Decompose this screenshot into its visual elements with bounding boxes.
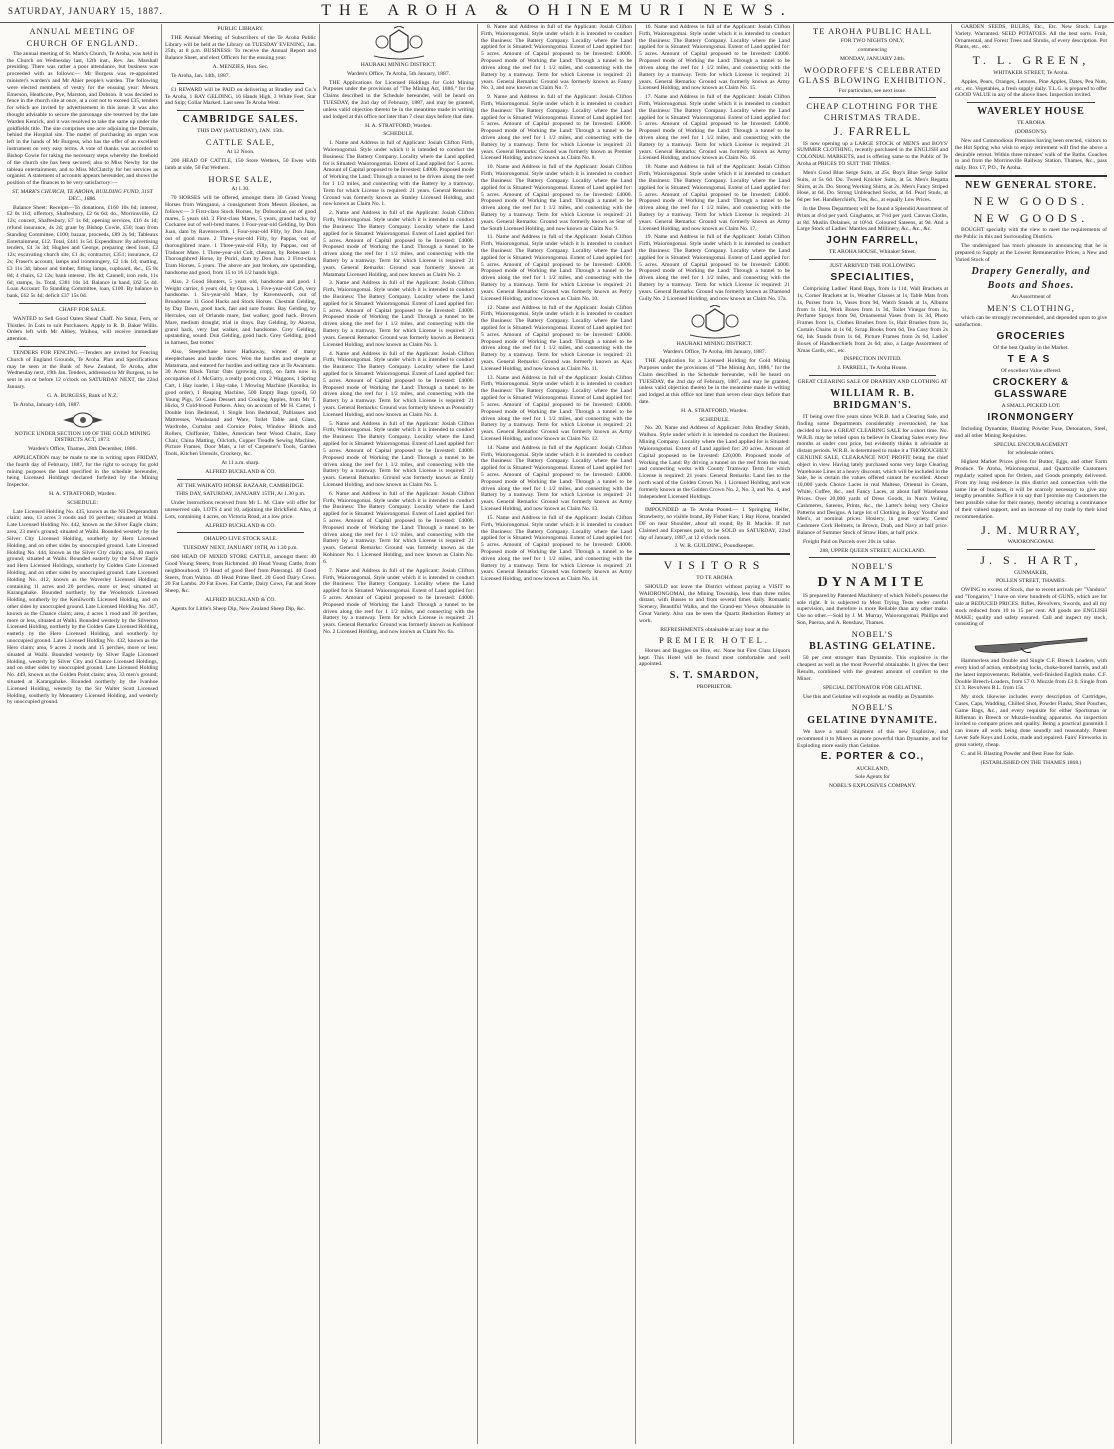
teas-text: Of excellent Value offered. — [1000, 367, 1062, 374]
hall-date: MONDAY, JANUARY 24th. — [839, 55, 906, 62]
cattle-time: At 12 Noon. — [226, 149, 255, 156]
new-goods-heading: NEW GOODS. — [973, 194, 1089, 209]
district-sign-2: H. A. STRATFORD, Warden. — [681, 407, 748, 414]
shotgun-icon — [971, 630, 1091, 656]
drapery-text: In the Dress Department will be found a Splendid Assortment of Prints at 4½d per yard. Ginghams, at 7½d per yard. Canvas Cloths, at 8d. Muslin Delaines, at 10½d. Coloured Sateens, at 9d. And a Large Stock of Ladies' Mantles and Millinery, &c., &c., &c. — [797, 205, 948, 233]
crockery-heading: CROCKERY & GLASSWARE — [992, 376, 1070, 400]
schedule-heading: SCHEDULE: — [67, 499, 98, 506]
nobel-company: NOBEL'S EXPLOSIVES COMPANY. — [828, 783, 917, 790]
district-heading: HAURAKI MINING DISTRICT. — [360, 62, 437, 68]
schedule-entry: 1. Name and Address in full of Applicant: Josiah Clifton Firth, Waiorongomai. Style under which it is intended to conduct the Business: The Battery Company. Locality where the Land applied for is Situated: Waiorongomai. Extent of Land applied for: 5 acres. Amount of Capital proposed to be Invested: £4000. Proposed mode of Working the Land: Through a tunnel to be driven along the reef for 1 1/2 miles, and connecting with the Battery by a tramway. Term for which License is required: 21 years. General Remarks: Ground was formerly known as Stanley Licensed Holding, and now known as Claim No. 1. — [323, 140, 475, 208]
schedule-entry: 17. Name and Address in full of the Applicant: Josiah Clifton Firth, Waiorongomai. Style under which it is intended to conduct the Business: The Battery Company. Locality where the Land applied for is Situated: Waiorongomai. Extent of Land applied for: 5 acres. Amount of Capital proposed to be Invested: £4000. Proposed mode of Working the Land: Through a tunnel to be driven along the reef for 1 1/2 miles, and connecting with the Battery by a tramway. Term for which License is required: 21 years. General Remarks: Ground was formerly known as Army Licensed Holding, and now known as Claim No. 16. — [639, 94, 790, 162]
boots-shoes: Boots and Shoes. — [987, 279, 1075, 291]
new-goods-heading-2: NEW GOODS. — [973, 210, 1089, 225]
powder-text: C. and H. Blasting Powder and Best Fuse for Sale. — [961, 750, 1075, 757]
notice-sign: H. A. STRATFORD, Warden. — [49, 491, 116, 498]
library-text: THE Annual Meeting of Subscribers of the Te Aroha Public Library will be held at the Library on TUESDAY EVENING, Jan. 25th, at 8 p.m. BUSINESS: To receive the Annual Report and Balance Sheet, and elect Officers for the ensuing year. — [165, 34, 316, 62]
library-date: Te Aroha, Jan. 14th, 1887. — [171, 72, 230, 79]
teas-heading: TEAS — [1007, 353, 1055, 365]
agents-text: Agents for Little's Sheep Dip, New Zealand Sheep Dip, &c. — [171, 605, 305, 612]
schedule-entry: 19. Name and Address in full of the Applicant: Josiah Clifton Firth, Waiorongomai. Style under which it is intended to conduct the Business: The Battery Company. Locality where the Land applied for is Situated: Waiorongomai. Extent of Land applied for: 5 acres. Amount of Capital proposed to be Invested: £4000. Proposed mode of Working the Land: Through a tunnel to be driven along the reef for 1 1/2 miles, and connecting with the Battery by a tramway. Term for which License is required: 21 years. General Remarks: Ground was formerly known as Diamond Gully No. 2 Licensed Holding, and now known as Claim No. 17a. — [639, 234, 790, 302]
waverley-heading: WAVERLEY HOUSE — [977, 106, 1085, 118]
waverley-sub: TE AROHA — [1017, 120, 1045, 127]
special-sub: for wholesale orders. — [1007, 450, 1055, 457]
dynamite-heading: DYNAMITE — [817, 574, 928, 590]
specialities-heading: SPECIALITIES, — [830, 272, 915, 284]
issue-date: SATURDAY, JANUARY 15, 1887. — [8, 6, 163, 16]
inspection-sign: J. FARRELL, Te Aroha House. — [837, 365, 908, 372]
nobel-heading-2: NOBEL'S — [851, 628, 894, 639]
auctioneer-2: ALFRED BUCKLAND & CO. — [205, 522, 276, 529]
impound-sign: J. W. R. GUILDING, Poundkeeper. — [674, 543, 755, 550]
schedule-entry: 5. Name and Address in full of the Applicant: Josiah Clifton Firth, Waiorongomai. Style under which it is intended to conduct the Business: The Battery Company. Locality where the Land applied for is Situated: Waiorongomai. Extent of Land applied for: 5 acres. Amount of Capital proposed to be Invested: £4000. Proposed mode of Working the Land: Through a tunnel to be driven along the reef for 1 1/2 miles, and connecting with the Battery by a tramway. Term for which License is required: 21 years. General Remarks: Ground was formerly known as Emily Licensed Holding, and now known as Claim No. 5. — [323, 420, 474, 488]
bridgman-address: 288, UPPER QUEEN STREET, AUCKLAND. — [819, 547, 926, 554]
green-heading: T. L. GREEN, — [972, 53, 1090, 68]
columns — [4, 24, 1110, 1444]
column-3 — [320, 24, 478, 1444]
garden-seeds-ad: GARDEN SEEDS, BULBS, Etc., Etc. New Stock. Large Variety. Warranted. SEED POTATOES. All the best sorts. Fruit, Ornamental, and Forest Trees and Shrubs, of every description. Pot Plants, etc., etc. — [955, 24, 1107, 51]
john-farrell: JOHN FARRELL, — [826, 235, 919, 247]
detonator-text: Use this and Gelatine will explode as readily as Dynamite. — [803, 693, 935, 700]
bazaar-text: Under instructions received from Mr L. M. Clare will offer for unreserved sale, LOTS 4 and 10, adjoining the Brickfield. Also, 4 Lots, containing 4 acres, on Victoria Road, at a low price. — [165, 500, 316, 520]
clearing-heading: GREAT CLEARING SALE OF DRAPERY AND CLOTHING AT — [797, 378, 948, 385]
tenders-ad: TENDERS FOR FENCING.—Tenders are invited for Fencing Church of England Grounds, Te Aroha. Plan and Specifications may be seen at the Bank of New Zealand, Te Aroha, after Wednesday next, 19th Jan. Tenders, addressed to Mr Burgess, to be sent in on or before 12 o'clock on SATURDAY NEXT, the 22nd January. — [7, 350, 158, 391]
hall-note: For particulars, see next issue. — [838, 87, 907, 94]
hart-address: POLLEN STREET, THAMES. — [995, 578, 1067, 585]
visitors-heading: VISITORS — [663, 558, 766, 573]
library-sign: A. MENZIES, Hon. Sec. — [212, 64, 269, 71]
schedule-text-2: No. 20. Name and Address of Applicant: John Bradley Smith, Waihou. Style under which it is intended to conduct the Business: Mining Company. Locality where the Land applied for is Situated: Waiorongomai. Extent of Land applied for: 20 acres. Amount of Capital proposed to be Invested: £20,000. Proposed mode of Working the Land: By driving a tunnel on the reef from the road, and connecting works with County Tramway. Term for which License is required: 21 years. General Remarks: Land lies to the north ward of the Golden Crown No. 1 Licensed Holding, and was formerly known as the Golden Crown No. 2, No. 3, and No. 4, and Independent Licensed Holdings. — [639, 425, 790, 500]
schedule-entry: 9. Name and Address in full of the Applicant: Josiah Clifton Firth, Waiorongomai. Style under which it is intended to conduct the Business: The Battery Company. Locality where the Land applied for is Situated: Waiorongomai. Extent of Land applied for: 5 acres. Amount of Capital proposed to be Invested: £4000. Proposed mode of Working the Land: Through a tunnel to be driven along the reef for 1 1/2 miles, and connecting with the Battery by a tramway. Term for which License is required: 21 years. General Remarks: Ground was formerly known as Premier Licensed Holding, and now known as Claim No. 8. — [481, 94, 632, 162]
reward-ad: £1 REWARD will be PAID on delivering at Bradley and Co.'s Te Aroha, 1 BAY GELDING, 16 Hands High, 3 White Feet, Star and Snip; Collar Marked. Last seen Te Aroha West. — [165, 86, 316, 107]
coat-of-arms-icon — [680, 305, 750, 339]
district-heading-2: HAURAKI MINING DISTRICT. — [676, 340, 753, 347]
schedule-entry: 2. Name and Address in full of the Applicant: Josiah Clifton Firth, Waiorongomai. Style under which it is intended to conduct the Business: The Battery Company. Locality where the Land applied for is Situated: Waiorongomai. Extent of Land applied for: 5 acres. Amount of Capital proposed to be Invested: £4000. Proposed mode of Working the Land: Through a tunnel to be driven along the reef for 1 1/2 miles, and connecting with the Battery by a tramway. Term for which License is required: 21 years. General Remarks: Ground was formerly known as Matamata Licensed Holding, and now known as Claim No. 2. — [323, 210, 474, 278]
schedule-entry: 13. Name and Address in full of the Applicant: Josiah Clifton Firth, Waiorongomai. Style under which it is intended to conduct the Business: The Battery Company. Locality where the Land applied for is Situated: Waiorongomai. Extent of Land applied for: 5 acres. Amount of Capital proposed to be Invested: £4000. Proposed mode of Working the Land: Through a tunnel to be driven along the reef for 1 1/2 miles, and connecting with the Battery by a tramway. Term for which License is required: 21 years. General Remarks: Ground was formerly known as Army Licensed Holding, and now known as Claim No. 12. — [481, 374, 632, 442]
proprietor-title: PROPRIETOR. — [696, 684, 733, 691]
horse-text: 70 HORSES will be offered, amongst them 30 Grand Young Horses from Wanganui, a consignment from Messrs Hooken, as follows:— 3 First-class Stock Horses, by Dobsonian out of good mares, 5 years old. 3 First-class Mares, 5 years, grand hacks, by Cockaree out of well-bred mares. 1 Four-year-old Gelding, by Don Juan, dam by Ravensworth. 1 Four-year-old Filly, by Don Juan, out of good mare. 2 Three-year-old Filly, by Pappas, out of thoroughbred mare. 1 Three-year-old Filly, by Pappas, out of Tradacer Mare. 1 Three-year-old Colt, chestnut, by Rebecaaer. 1 Thoroughbred Horse, by Puriri, dam by Don Juan. 2 First-class Tram Horses, 5 years. The above are just broken, are upstanding, handsome and good, from 15 to 16 1/2 hands high. — [165, 195, 316, 277]
ohaupo-text: 600 HEAD OF MIXED STORE CATTLE, amongst them: 40 Good Young Steers, from Richmond. 40 Head Young Cattle, from neighbourhood. 19 Head of good Beef from Paterangi. 40 Good Steers, from Waitoa. 40 Head Prime Beef. 20 Good Dairy Cows. 20 Fat Lambs. 20 Fat Ewes. Fat Cattle, Dairy Cows, Fat and Store Sheep, &c. — [165, 554, 316, 595]
cheap-clothing: CHEAP CLOTHING FOR THE CHRISTMAS TRADE. — [806, 101, 939, 122]
tenders-sign: G. A. BURGESS, Bank of N.Z. — [47, 392, 118, 399]
stock-text: My stock likewise includes every description of Cartridges, Cases, Caps, Wadding, Chilled Shot, Powder Flasks, Shot Pouches, Game Bags, &c., and every requisite for either Sportsman or Rifleman in Breech or Muzzle-loading apparatus. An inspection invited to compare prices and quality. Being a practical gunsmith I can insure all work being done soundly and reasonably. Patent Lever Safe Keys and Locks, made and repaired. Fairs' Fireworks in great variety, cheap. — [955, 694, 1107, 748]
chaff-heading: CHAFF FOR SALE. — [58, 306, 107, 313]
inspection-invited: INSPECTION INVITED. — [843, 356, 902, 363]
schedule-entry: 11. Name and Address in full of the Applicant: Josiah Clifton Firth, Waiorongomai. Style under which it is intended to conduct the Business: The Battery Company. Locality where the Land applied for is Situated: Waiorongomai. Extent of Land applied for: 5 acres. Amount of Capital proposed to be Invested: £4000. Proposed mode of Working the Land: Through a tunnel to be driven along the reef for 1 1/2 miles, and connecting with the Battery by a tramway. Term for which License is required: 21 years. General Remarks: Ground was formerly known as Percy Licensed Holding, and now known as Claim No. 10. — [481, 234, 632, 302]
bought-text: BOUGHT specially with the view to meet the requirements of the Public in this and Surrounding Districts. — [955, 227, 1107, 241]
murray-address: WAIORONGOMAI. — [1007, 539, 1055, 546]
schedule-title: SCHEDULE. — [383, 131, 414, 138]
newspaper-title: THE AROHA & OHINEMURI NEWS. — [321, 2, 793, 19]
notice-text: APPLICATION may be made to me in writing upon FRIDAY, the fourth day of February, 1887, for the right to occupy for gold mining purposes the land specified in the schedule hereunder, being Licensed Holdings declared forfeited by the Mining Inspector. — [7, 454, 158, 489]
office-line-2: Warden's Office, Te Aroha, 8th January, 1887. — [662, 349, 767, 356]
green-address: WHITAKER STREET, Te Aroha. — [993, 69, 1069, 76]
chaff-ad: WANTED to Sell Good Oaten Sheaf Chaff. No Smut, Fern, or Thistles. In Lots to suit Purchasers. Apply to R. B. Baker Willis. Orders left with Mr Abbey, Waihou, will receive immediate attention. — [7, 315, 158, 343]
waverley-dobson: (DOBSON'S). — [1014, 129, 1048, 136]
masthead — [0, 0, 1114, 23]
arrived-heading: JUST ARRIVED THE FOLLOWING — [829, 263, 916, 270]
column-7 — [952, 24, 1110, 1444]
porter-address: AUCKLAND, — [856, 765, 889, 772]
gelatine-text: We have a small Shipment of this new Explosive, and recommend it to Miners as more powerful than Dynamite, and for Exploding more easily than Gelatine. — [797, 728, 948, 749]
meeting-report: The annual meeting of St. Mark's Church, Te Aroha, was held in the Church on Wednesday last, 12th inst., Rev. Jas. Marshall presiding. There was rather a poor attendance, but business was proceeded with as follows:— Mr Burgess was re-appointed minister's warden's and Mr Ahier people's warden. The following were elected members of vestry for the ensuing year: Messrs Emerson, Heathcote, Pye, Marston, and Dobson. It was decided to fence in the church site at once, at a cost not to exceed £35, tenders for which are invited by advertisement in this issue. It was also thought advisable to secure the parsonage site reserved by the late Warden Kenrick, and it was resolved to take the same up under the goldfields title. The site comprises one acre adjoining the Domain, behind the Hospital site. The matter of purchasing an organ was left in the hands of Mr Burgess, who has the offer of an excellent instrument on very easy terms. A vote of thanks was accorded to Bishop Cowie for taking the necessary steps whereby the freehold of the church site has been secured; also to Miss Newby for the tableau entertainment, and to Miss McClatchy for her services as organist. A statement of accounts appears hereunder, and shows the position of the finances to be very satisfactory:— — [7, 50, 158, 187]
blasting-gelatine: BLASTING GELATINE. — [809, 641, 936, 653]
accounts-text: Balance Sheet: Receipts—To donations, £160 10s 6d; interest, £2 0s 11d; offertory, Shaftesbury, £2 6s 6d; do., Morrinsville, £2 12s; concert, Shaftesbury, £7 1s 6d; opening services, £16 4s 1d; refund insurance, 4s 2d; grant by Bishop Cowie, £50; loan from Standing Committee, £100; bazaar, proceeds, £89 2s 9d; Tableaux Entertainment, £12. Total, £441 1s 5d. Expenditure: By advertising tenders, £4 3s 3d; Hughes and George, preparing deed loan, £2 12s; excavating church site, £1 4s; contractor, £351; insurance, £2 2s; Fraser's account, lamps and ironmongery, £2 14s 1d; matting, £3 11s 3d; labour and timber, fitting lamps, cupboard, &c., £5 8s 8d; 4 chairs, £2 12s; bank interest, 19s 4d; Cannell, iron rods, 11s 6d; stamps, 1s. Total, £381 16s 1d. Balance in hand, £62 5s 4d. Loan Account: To Standing Committee, loan, £100. By balance in bank, £62 5s 4d; deficit £37 15s 0d. — [7, 204, 158, 300]
office-line: Warden's Office, Te Aroha, 5th January, 1887. — [346, 70, 451, 77]
schedule-entry: 6. Name and Address in full of the Applicant: Josiah Clifton Firth, Waiorongomai. Style under which it is intended to conduct the Business: The Battery Company. Locality where the Land applied for is Situated: Waiorongomai. Extent of Land applied for: 5 acres. Amount of Capital proposed to be Invested: £4000. Proposed mode of Working the Land: Through a tunnel to be driven along the reef for 1 1/2 miles, and connecting with the Battery by a tramway. Term for which License is required: 21 years. General Remarks: Ground was formerly known as the Kohinoor No. 1 Licensed Holding, and now known as Claim No. 6. — [323, 490, 474, 565]
farrell-text: IS now opening up a LARGE STOCK of MEN'S and BOYS' SUMMER CLOTHING, recently purchased in the ENGLISH and COLONIAL MARKETS, and is offering same to the Public of Te Aroha at PRICES TO SUIT THE TIMES. — [797, 140, 948, 168]
schedule-entry: 16. Name and Address in full of the Applicant: Josiah Clifton Firth, Waiorongomai. Style under which it is intended to conduct the Business: The Battery Company. Locality where the Land applied for is Situated: Waiorongomai. Extent of Land applied for: 5 acres. Amount of Capital proposed to be Invested: £4000. Proposed mode of Working the Land: Through a tunnel to be driven along the reef for 1 1/2 miles, and connecting with the Battery by a tramway. Term for which License is required: 21 years. General Remarks: Ground was formerly known as Army Licensed Holding, and now known as Claim No. 15. — [639, 24, 790, 92]
schedule-entry: 10. Name and Address in full of the Applicant: Josiah Clifton Firth, Waiorongomai. Style under which it is intended to conduct the Business: The Battery Company. Locality where the Land applied for is Situated: Waiorongomai. Extent of Land applied for: 5 acres. Amount of Capital proposed to be Invested: £4000. Proposed mode of Working the Land: Through a tunnel to be driven along the reef for 1 1/2 miles, and connecting with the Battery by a tramway. Term for which License is required: 21 years. General Remarks: Ground was formerly known as Star of the South Licensed Holding, and now known as Claim No. 9. — [481, 164, 632, 232]
visitors-sub: TO TE AROHA — [696, 574, 733, 581]
clearing-text: IT being over five years since W.R.B. had a Clearing Sale, and finding some Departments considerably overstocked, he has decided to have a GREAT CLEARING SALE for a short time. No. W.R.B. may be relied upon to believe in Clearing Sales every few months at under cost price, but evidently thinks it advisable at distant periods. W.R.B. is determined to make it a THOROUGHLY GENUINE SALE, CLEARANCE NOT PROFIT being the chief object in view. Having lately purchased some very large Clearing Warehouse Lines at a heavy discount, which will be included in the Sale, he is certain the values offered cannot be excelled. About 10,000 yards Choice Laces in real Maltese, Oriental in Cream, White, Coffee, &c., and Fancy Laces, at about half Warehouse Prices. Over 20,000 yards of Dress Goods, in Nun's Veiling, Cashmeres, Sateens, Prints, &c., the Latter's being very Choice Patterns and Designs. A large lot of Clothing in Boys' Youths' and Men's, at nominal prices. Hosiery, in great variety. Gents' Cashmere Cork Helmets, in Brown, Drab, and Navy at half price. Balance of Summer Stock of Straw Hats, at half price. — [797, 414, 948, 536]
cattle-heading: CATTLE SALE, — [205, 137, 276, 148]
farrell-heading: J. FARRELL — [833, 124, 912, 139]
visitors-text: SHOULD not leave the District without paying a VISIT to WAIORONGOMAI, the Mining Township, less than three miles distant, with Busses to and from several times daily. Romantic Scenery, Beautiful Walks, and the Grand-est Views obtainable in Great Variety. Also can be seen the Quartz Reduction Battery at work. — [639, 583, 790, 624]
schedule-entry: 15. Name and Address in full of the Applicant: Josiah Clifton Firth, Waiorongomai. Style under which it is intended to conduct the Business: The Battery Company. Locality where the Land applied for is Situated: Waiorongomai. Extent of Land applied for: 5 acres. Amount of Capital proposed to be Invested: £4000. Proposed mode of Working the Land: Through a tunnel to be driven along the reef for 1 1/2 miles, and connecting with the Battery by a tramway. Term for which License is required: 21 years. General Remarks: Ground was formerly known as Army Licensed Holding, and now known as Claim No. 14. — [481, 514, 632, 583]
horse-time: At 1.30. — [231, 186, 250, 193]
groceries-heading: GROCERIES — [996, 330, 1066, 342]
hall-sub: FOR TWO NIGHTS ONLY, — [840, 38, 905, 45]
horse-heading: HORSE SALE, — [208, 173, 273, 184]
ironmongery-text: Including Dynamite, Blasting Powder Fuse, Detonators, Steel, and all other Mining Requisites. — [955, 426, 1107, 439]
established: (ESTABLISHED ON THE THAMES 1868.) — [980, 759, 1082, 766]
specialities-text: Comprising Ladies' Hand Bags, from 1s 11d, Wall Brackets at 1s, Corner Brackets at 1s, Weather Glasses at 1s, Table Mats from 1s, Purses from 1s, Vases from 9d, Watch Stands at 1s, Albums from 1s 11d, Work Boxes from 1s 3d, Toilet Vinegar from 1s, Perfume Sprays from 9d, Ornamental Vases from 1s 3d, Photo Frames from 1s, Clothes Brushes from 1s, Hair Brushes from 1s, Curtain Chains at 1s 6d, Scrap Books from 6d, Tea Cosy from 2s 6d, Ink Stands from 1s 6d, Picture Frames from 2s 6d, Ladies' Boxes of Handkerchiefs from 2s 6d; also, a Large Assortment of Xmas Cards, etc., etc. — [797, 286, 948, 354]
bazaar-day: THIS DAY, SATURDAY, JANUARY 15TH, At 1.30 p.m. — [175, 491, 306, 498]
district-intro-2: THE Application for a Licensed Holding for Gold Mining Purposes under the provisions of "The Mining Act, 1886," for the Claim described in the Schedule hereunder, will be heard on TUESDAY, the 2nd day of February, 1887, and may be granted, unless valid objection thereto be in the meantime made in writing and lodged at this office not later than seven clear days before that date. — [639, 358, 790, 405]
mens-text: which can be strongly recommended, and depended upon to give satisfaction. — [955, 315, 1107, 328]
ironmongery-heading: IRONMONGERY — [987, 411, 1075, 423]
nobel-heading-3: NOBEL'S — [851, 702, 894, 713]
also-list-2: Also, Steeplechase horse Harkaway, winner of many steeplechases and hurdle races. Won the hurdles and steeple at Matamata, and entered for hurdles and selling race at Te Awamutu. 30 Acres Black Tartar Oats (growing crop), on farm now in occupation of J. McGarry, a really good crop. 2 Waggons, 1 Spring Cart, 1 Hay loader, 1 Hay-rake, 1 Mowing Machine (Kosnika, in good order), 1 Reaping Machine, 500 Empty Bags (good), 50 Young Pigs, 50 Cases Dessert and Cooking Apples, from Mr T. Hicks, 9 Cold-brood Porkers. Also, on account of Mr H. Carter, 1 Double Iron Bedstead, 1 Single Iron Bedstead, Palliasses and Mattresses, Washstand and Ware, Toilet Table and Glass, Wardrobe, Curtains and Cornice Poles, Window Blinds and Rollers, Chiffonier, Tables, American bent Wood Chairs, Easy Chair, China Matting, Oilcloth, Copper Treadle Sewing Machine, Picture Frames, Door Mats, a lot of Carpenter's Tools, Garden Tools, Kitchen Utensils, Crockery, &c. — [165, 348, 316, 458]
coat-of-arms-icon — [364, 26, 434, 60]
schedule-entry: 14. Name and Address in full of the Applicant: Josiah Clifton Firth, Waiorongomai. Style under which it is intended to conduct the Business: The Battery Company. Locality where the Land applied for is Situated: Waiorongomai. Extent of Land applied for: 5 acres. Amount of Capital proposed to be Invested: £4000. Proposed mode of Working the Land: Through a tunnel to be driven along the reef for 1 1/2 miles, and connecting with the Battery by a tramway. Term for which License is required: 21 years. General Remarks: Ground was formerly known as Army Licensed Holding, and now known as Claim No. 13. — [481, 444, 632, 513]
schedule-entry: 12. Name and Address in full of the Applicant: Josiah Clifton Firth, Waiorongomai. Style under which it is intended to conduct the Business: The Battery Company. Locality where the Land applied for is Situated: Waiorongomai. Extent of Land applied for: 5 acres. Amount of Capital proposed to be Invested: £4000. Proposed mode of Working the Land: Through a tunnel to be driven along the reef for 1 1/2 miles, and connecting with the Battery by a tramway. Term for which License is required: 21 years. General Remarks: Ground was formerly known as Ajax Licensed Holding, and now known as Claim No. 11. — [481, 304, 632, 372]
accounts-title: ST. MARK'S CHURCH, TE AROHA, BUILDING FUND, 31ST DEC., 1886. — [12, 188, 153, 202]
hart-text: OWING to excess of Stock, due to recent arrivals per "Vandura" and "Tongariro," I have on view hundreds of GUNS, which are for sale at REDUCED PRICES. Rifles, Revolvers, Swords, and all my stock reduced from 10 to 15 per cent. All goods are ENGLISH MAKE; quality and safety ensured. Call and inspect my stock, consisting of — [955, 587, 1107, 628]
column-4 — [478, 24, 636, 1444]
refreshments: REFRESHMENTS obtainable at any hour at the — [660, 626, 769, 633]
schedule-entry: 7. Name and Address in full of the Applicant: Josiah Clifton Firth, Waiorongomai. Style under which it is intended to conduct the Business: The Battery Company. Locality where the Land applied for is Situated: Waiorongomai. Extent of Land applied for: 5 acres. Amount of Capital proposed to be Invested: £4000. Proposed mode of Working the Land: Through a tunnel to be driven along the reef for 1 1/2 miles, and connecting with the Battery by a tramway. Term for which License is required: 21 years. General Remarks: Ground was formerly known as Kohinoor No. 2 Licensed Holding, and now known as Claim No. 6a. — [323, 567, 474, 635]
notice-heading: NOTICE UNDER SECTION 109 OF THE GOLD MINING DISTRICTS ACT, 1873. — [14, 430, 151, 444]
schedule-title-2: SCHEDULE. — [699, 416, 730, 423]
blasting-text: 50 per cent stronger than Dynamite. This explosive is the cheapest as well as the most Powerful obtainable. It gives the best Results, combined with the greatest amount of comfort to the Miner. — [797, 655, 948, 682]
hall-heading: TE AROHA PUBLIC HALL — [813, 26, 932, 36]
sale-time: At 11 a.m. sharp. — [221, 459, 260, 466]
woodroffe-exhibition: WOODROFFE'S CELEBRATED GLASS BLOWING EXHIBITION. — [798, 64, 947, 86]
mens-clothing: MEN'S CLOTHING, — [987, 302, 1075, 313]
hart-name: J. S. HART, — [980, 553, 1082, 568]
column-2 — [162, 24, 320, 1444]
tenders-date: Te Aroha, January 14th, 1887. — [13, 401, 81, 408]
district-intro: THE Applications for Licensed Holdings for Gold Mining Purposes under the provisions of "The Mining Act, 1886," for the Claims described in the Schedule hereunder, will be heard on TUESDAY, the 2nd day of February, 1887, and may be granted, unless valid objection thereto be in the meantime made in writing and lodged at this office not later than 7 clear days before that date. — [323, 79, 474, 120]
drapery-generally: Drapery Generally, and — [971, 265, 1091, 277]
schedule-entry: 4. Name and Address in full of the Applicant: Josiah Clifton Firth, Waiorongomai. Style under which it is intended to conduct the Business: The Battery Company. Locality where the Land applied for is Situated: Waiorongomai. Extent of Land applied for: 5 acres. Amount of Capital proposed to be Invested: £4000. Proposed mode of Working the Land: Through a tunnel to be driven along the reef for 1 1/2 miles, and connecting with the Battery by a tramway. Term for which License is required: 21 years. General Remarks: Ground was formerly known as Ponsonby Licensed Holding, and now known as Claim No. 4. — [323, 350, 474, 418]
farrell-address: TE AROHA HOUSE, Whitaker Street. — [829, 249, 916, 256]
nobel-heading: NOBEL'S — [851, 561, 894, 572]
notice-place: Warden's Office, Thames, 28th December, 1886. — [28, 446, 137, 453]
hall-commencing: commencing — [858, 47, 887, 54]
assortment: An Assortment of — [1011, 293, 1051, 300]
freight-note: Freight Paid on Parcels over 20s in value. — [803, 538, 897, 545]
column-1 — [4, 24, 162, 1444]
murray-name: J. M. MURRAY, — [981, 522, 1081, 537]
undersigned-text: The undersigned has much pleasure in announcing that he is prepared to Supply at the Lowest Remunerative Prices, a New and Varied Stock of — [955, 243, 1107, 263]
district-sign: H. A. STRATFORD, Warden. — [365, 122, 432, 129]
sales-sub: THIS DAY (SATURDAY), JAN. 15th. — [197, 128, 284, 135]
dynamite-text: IS prepared by Patented Machinery of which Nobel's possess the sole right. It is subjected to Most Trying Tests under careful supervision, and therefore is more Reliable than any other make. Use no other.—Sold by J. M. Murray, Waiorongomai; Phillips and Son, Paeroa, and A. Renshaw, Thames. — [797, 592, 949, 627]
detonator-heading: SPECIAL DETONATOR FOR GELATINE. — [822, 684, 923, 691]
column-6 — [794, 24, 952, 1444]
cattle-text: 200 HEAD OF CATTLE, 150 Store Wethers, 50 Ewes with lamb at side, 50 Fat Wethers. — [165, 158, 316, 172]
ohaupo-heading: OHAUPO LIVE STOCK SALE. — [203, 536, 278, 543]
schedule-text: Late Licensed Holding No. 435, known as the Nil Desperandum claim; area, 13 acres 3 roods and 16 perches; situated at Waihi. Late Licensed Holding No. 442, known as the Silver Eagle claim; area, 23 men's ground; situated at Waihi. Bounded westerly by the Silver City Licensed Holding, southerly by Hero Licensed Holding, and on other sides by unoccupied ground. Late Licensed Holding No. 444, known as the Silver City claim; area, 40 men's ground; situated at Waihi. Bounded easterly by the Silver Eagle and Hero Licensed Holdings, southerly by Golden Gate Licensed Holding, and on other sides by unoccupied ground. Late Licensed Holding No. 412, known as the Waverley Licensed Holding; containing 11 acres and 20 perches, more or less; situated at Karangahake. Bounded northerly by the Woolstock Licensed Holding, southerly by the Kenilworth Licensed Holding, and on other sides by unoccupied ground. Late Licensed Holding No. 447, known as the Chance claim; area, 4 acres 1 rood and 30 perches, more or less, situated at Waihi. Bounded westerly by the Silverton Licensed Holding, northerly by the Golden Gate Licensed Holding, easterly by the Hero Licensed Holding, and southerly by unoccupied ground. Late Licensed Holding No. 432, known as the Hero claim; area, 9 acres 2 roods and 15 perches, more or less; situated at Waihi. Bounded westerly by Silver Eagle Licensed Holding, westerly by Silver City and Chance Licensed Holdings, and on other sides by unoccupied ground. Late Licensed Holding No. 449, known as the Golden Point claim; area, 33 men's ground; situated at Karangahake. Bounded northerly by the Ivanhoe Licensed Holding, westerly by the Sir Walter Scott Licensed Holding, southerly by Monastery Licensed Holding, and westerly by unoccupied ground. — [7, 508, 158, 706]
gunmaker: GUNMAKER, — [1014, 569, 1048, 576]
new-store-heading: NEW GENERAL STORE. — [965, 180, 1097, 191]
hotel-name: PREMIER HOTEL. — [659, 635, 770, 646]
ohaupo-day: TUESDAY NEXT, JANUARY 18TH, At 1.30 p.m. — [183, 545, 298, 552]
meeting-heading: ANNUAL MEETING OF — [29, 26, 136, 36]
crest-icon — [58, 411, 108, 429]
farrell-list: Men's Good Blue Serge Suits, at 25s. Boy's Blue Serge Sailor Suits, at 5s 6d. Do. Tweed Knicker Suits, at 5s. Men's Regatta Shirts, at 2s. Do. Strong Working Shirts, at 2s. Men's Fancy Striped Hose, at 6d. Do. Strong Unbleached Socks, at 6d. Pearl Studs, at 6d per Set. Handkerchiefs, Ties, &c., at equally Low Prices. — [797, 169, 948, 204]
green-text: Apples, Pears, Oranges, Lemons, Pine Apples, Dates, Pea Nuts, etc., etc. Vegetables, a fresh supply daily. T.L.G. is prepared to offer GOOD VALUE in any of the above lines. Inspection invited. — [955, 78, 1107, 99]
porter-name: E. PORTER & CO., — [820, 751, 925, 763]
sales-heading: CAMBRIDGE SALES. — [182, 114, 299, 126]
schedule-entry: 3. Name and Address in full of the Applicant: Josiah Clifton Firth, Waiorongomai. Style under which it is intended to conduct the Business: The Battery Company. Locality where the Land applied for is Situated: Waiorongomai. Extent of Land applied for: 5 acres. Amount of Capital proposed to be Invested: £4000. Proposed mode of Working the Land: Through a tunnel to be driven along the reef for 1 1/2 miles, and connecting with the Battery by a tramway. Term for which License is required: 21 years. General Remarks: Ground was formerly known as Remuera Licensed Holding, and now known as Claim No. 3. — [323, 280, 474, 348]
waverley-text: New and Commodious Premises having been erected, visitors to the Hot Spring who wish to enjoy retirement will find the above a desirable retreat. Within three minutes' walk of the Baths. Coaches to and from the Morrinsville Railway Station, Thames, &c., pass daily. Box 17, P.O., Te Aroha. — [955, 137, 1107, 172]
sole-agents: Sole Agents for — [855, 774, 890, 781]
also-list-1: Also, 2 Good Hunters, 5 years old, handsome and good. 1 Weight carrier, 6 years old, by Opawa. 1 Five-year-old Cob, very handsome. 1 Six-year-old Mare, by Ravensworth, out of Broadstone. 11 Good Hacks and Stock Horses. Chestnut Gelding, by Day Dawn, good hack, fast and sure footer. Bay Gelding, by Hercules, out of Orlando mare, fast walker, good hack. Brown Mare, medium draught, trial in drays. Bay Gelding, by Akaroa, grand hack, very fast walker, and handsome. Grey Gelding, upstanding, sound. Dun Gelding, good hack. Grey Gelding, good in harness, fast trotter. — [165, 278, 316, 347]
crockery-text: A SMALL PICKED LOT. — [1001, 403, 1061, 410]
column-5 — [636, 24, 794, 1444]
bridgman-name: WILLIAM R. B. BRIDGMAN'S. — [830, 387, 915, 411]
special-text: Highest Market Prices given for Butter, Eggs, and other Farm Produce. Te Aroha, Waiorongomai, and Quartzville Customers regularly waited upon for Orders, and Goods promptly delivered. From my long residence in this district and connection with the same line of business, it will be scarcely necessary to give any lengthy preamble. Suffice it to say that I promise my Customers the best possible value for their money, thereby securing a continuance of their valued support, and an increase of my trade by their kind recommendation. — [955, 459, 1107, 520]
schedule-entry: 18. Name and Address in full of the Applicant: Josiah Clifton Firth, Waiorongomai. Style under which it is intended to conduct the Business: The Battery Company. Locality where the Land applied for is Situated: Waiorongomai. Extent of Land applied for: 5 acres. Amount of Capital proposed to be Invested: £4000. Proposed mode of Working the Land: Through a tunnel to be driven along the reef for 1 1/2 miles, and connecting with the Battery by a tramway. Term for which License is required: 21 years. General Remarks: Ground was formerly known as Army Licensed Holding, and now known as Claim No. 17. — [639, 164, 790, 232]
groceries-text: Of the best Quality in the Market. — [993, 344, 1069, 351]
auctioneer-3: ALFRED BUCKLAND & CO. — [205, 596, 276, 603]
hotel-text: Horses and Buggies on Hire, etc. None but First Class Liquors kept. This Hotel will be found most comfortable and well appointed. — [639, 647, 790, 668]
impound-notice: IMPOUNDED at Te Aroha Pound.— 1 Springing Heifer, Strawberry, no visible brand, By Fisher Kan; 1 Bay Horse, branded DF on near Shoulder, about all round, By B. Mackie. If not Claimed and Expenses paid, to be SOLD on SATURDAY, 22nd day of January, 1887, at 12 o'clock noon. — [639, 507, 790, 541]
special-heading: SPECIAL ENCOURAGEMENT — [993, 441, 1069, 448]
guns-text: Hammerless and Double and Single C.F. Breech Loaders, with every kind of action, embodying locks, choke-bored barrels, and all the latest improvements. Reliable, well-finished English make. C.F. Double Breech-Loaders, from £7 0. Muzzle from £3 0. Single from £1 3. Revolvers B.L. from 15s. — [955, 658, 1107, 692]
gelatine-dynamite: GELATINE DYNAMITE. — [807, 714, 938, 726]
meeting-subheading: CHURCH OF ENGLAND. — [26, 38, 139, 49]
proprietor-name: S. T. SMARDON, — [669, 670, 760, 682]
library-heading: PUBLIC LIBRARY. — [217, 26, 264, 32]
bazaar-heading: AT THE WAIKATO HORSE BAZAAR, CAMBRIDGE. — [176, 482, 305, 489]
schedule-entry: 8. Name and Address in full of the Applicant: Josiah Clifton Firth, Waiorongomai. Style under which it is intended to conduct the Business: The Battery Company. Locality where the Land applied for is Situated: Waiorongomai. Extent of Land applied for: 5 acres. Amount of Capital proposed to be Invested: £4000. Proposed mode of Working the Land: Through a tunnel to be driven along the reef for 1 1/2 miles, and connecting with the Battery by a tramway. Term for which License is required: 21 years. General Remarks: Ground was formerly known as Fanny No. 3, and now known as Claim No. 7. — [481, 24, 632, 92]
auctioneer-1: ALFRED BUCKLAND & CO. — [205, 468, 276, 475]
